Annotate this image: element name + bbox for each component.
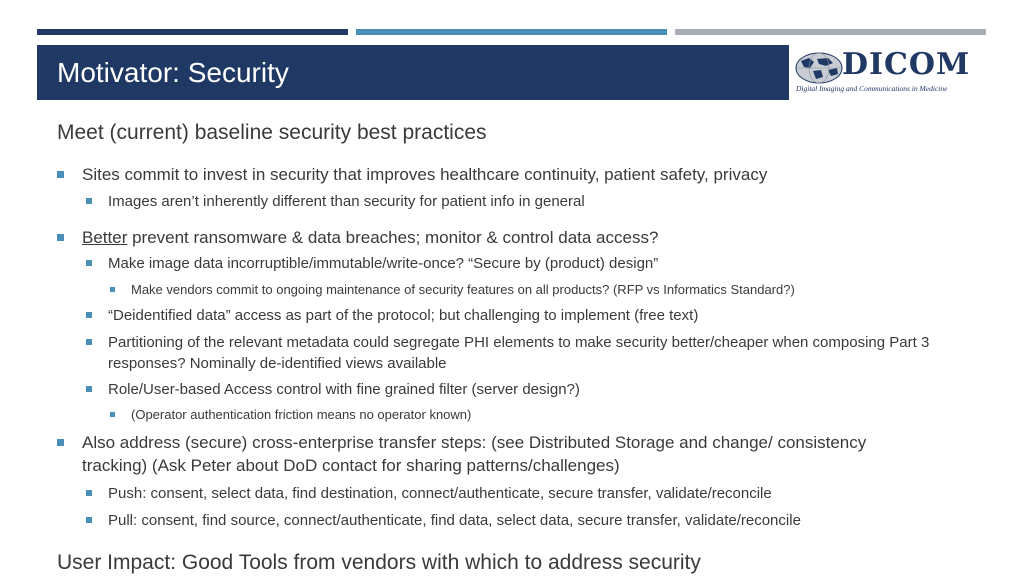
bullet-immutable-data: [86, 253, 936, 274]
bullet-marker: [110, 412, 115, 417]
bullet-access-control: [86, 379, 936, 400]
bullet-text: Role/User-based Access control with fine grained filter (server design?): [108, 381, 580, 398]
emphasis-better: Better: [82, 228, 128, 247]
bullet-cross-enterprise: [57, 431, 917, 477]
title-bar: [37, 45, 789, 100]
bullet-text: Make image data incorruptible/immutable/write-once? “Secure by (product) design”: [108, 255, 659, 272]
bullet-images-not-different: [86, 191, 936, 212]
top-accent-bar-blue: [356, 29, 667, 35]
slide-title: Motivator: Security: [57, 56, 289, 88]
bullet-marker: [57, 234, 64, 241]
bullet-marker: [57, 171, 64, 178]
bullet-deidentified-access: [86, 305, 936, 326]
bullet-text: (Operator authentication friction means no operator known): [131, 407, 472, 422]
top-accent-bar-navy: [37, 29, 348, 35]
bullet-push: [86, 483, 936, 504]
bullet-text-rest: prevent ransomware & data breaches; monitor & control data access?: [127, 228, 659, 247]
bullet-text: Pull: consent, find source, connect/authenticate, find data, select data, secure transfer, validate/reconcile: [108, 512, 801, 529]
bullet-marker: [86, 386, 92, 392]
bullet-text: [82, 226, 658, 249]
bullet-marker: [57, 439, 64, 446]
bullet-better-prevent: [57, 226, 917, 249]
bullet-metadata-partitioning: [86, 332, 936, 374]
logo-tagline: Digital Imaging and Communications in Medicine: [796, 84, 948, 93]
bullet-pull: [86, 510, 936, 531]
section-heading: Meet (current) baseline security best practices: [57, 121, 487, 144]
dicom-logo: [795, 49, 990, 95]
bullet-text: Also address (secure) cross-enterprise transfer steps: (see Distributed Storage and change/ consistency tracking) (Ask Peter about DoD contact for sharing patterns/challenges): [82, 433, 867, 475]
bullet-sites-commit: [57, 163, 917, 186]
bullet-marker: [86, 312, 92, 318]
bullet-text: Make vendors commit to ongoing maintenance of security features on all products? (RFP vs Informatics Standard?): [131, 282, 795, 297]
bullet-operator-auth: [110, 406, 930, 424]
logo-wordmark: DICOM: [842, 47, 971, 82]
bullet-marker: [86, 517, 92, 523]
bullet-text: Sites commit to invest in security that improves healthcare continuity, patient safety, privacy: [82, 165, 768, 184]
bullet-marker: [86, 198, 92, 204]
bullet-vendor-maintenance: [110, 281, 930, 299]
top-accent-bar-gray: [675, 29, 986, 35]
user-impact: User Impact: Good Tools from vendors with which to address security: [57, 551, 701, 574]
bullet-marker: [86, 490, 92, 496]
bullet-text: “Deidentified data” access as part of the protocol; but challenging to implement (free text): [108, 307, 699, 324]
bullet-marker: [86, 339, 92, 345]
bullet-text: Push: consent, select data, find destination, connect/authenticate, secure transfer, validate/reconcile: [108, 485, 772, 502]
bullet-text: Partitioning of the relevant metadata could segregate PHI elements to make security better/cheaper when composing Part 3 responses? Nominally de-identified views available: [108, 334, 930, 372]
bullet-marker: [86, 260, 92, 266]
bullet-marker: [110, 287, 115, 292]
bullet-text: Images aren’t inherently different than security for patient info in general: [108, 193, 585, 210]
